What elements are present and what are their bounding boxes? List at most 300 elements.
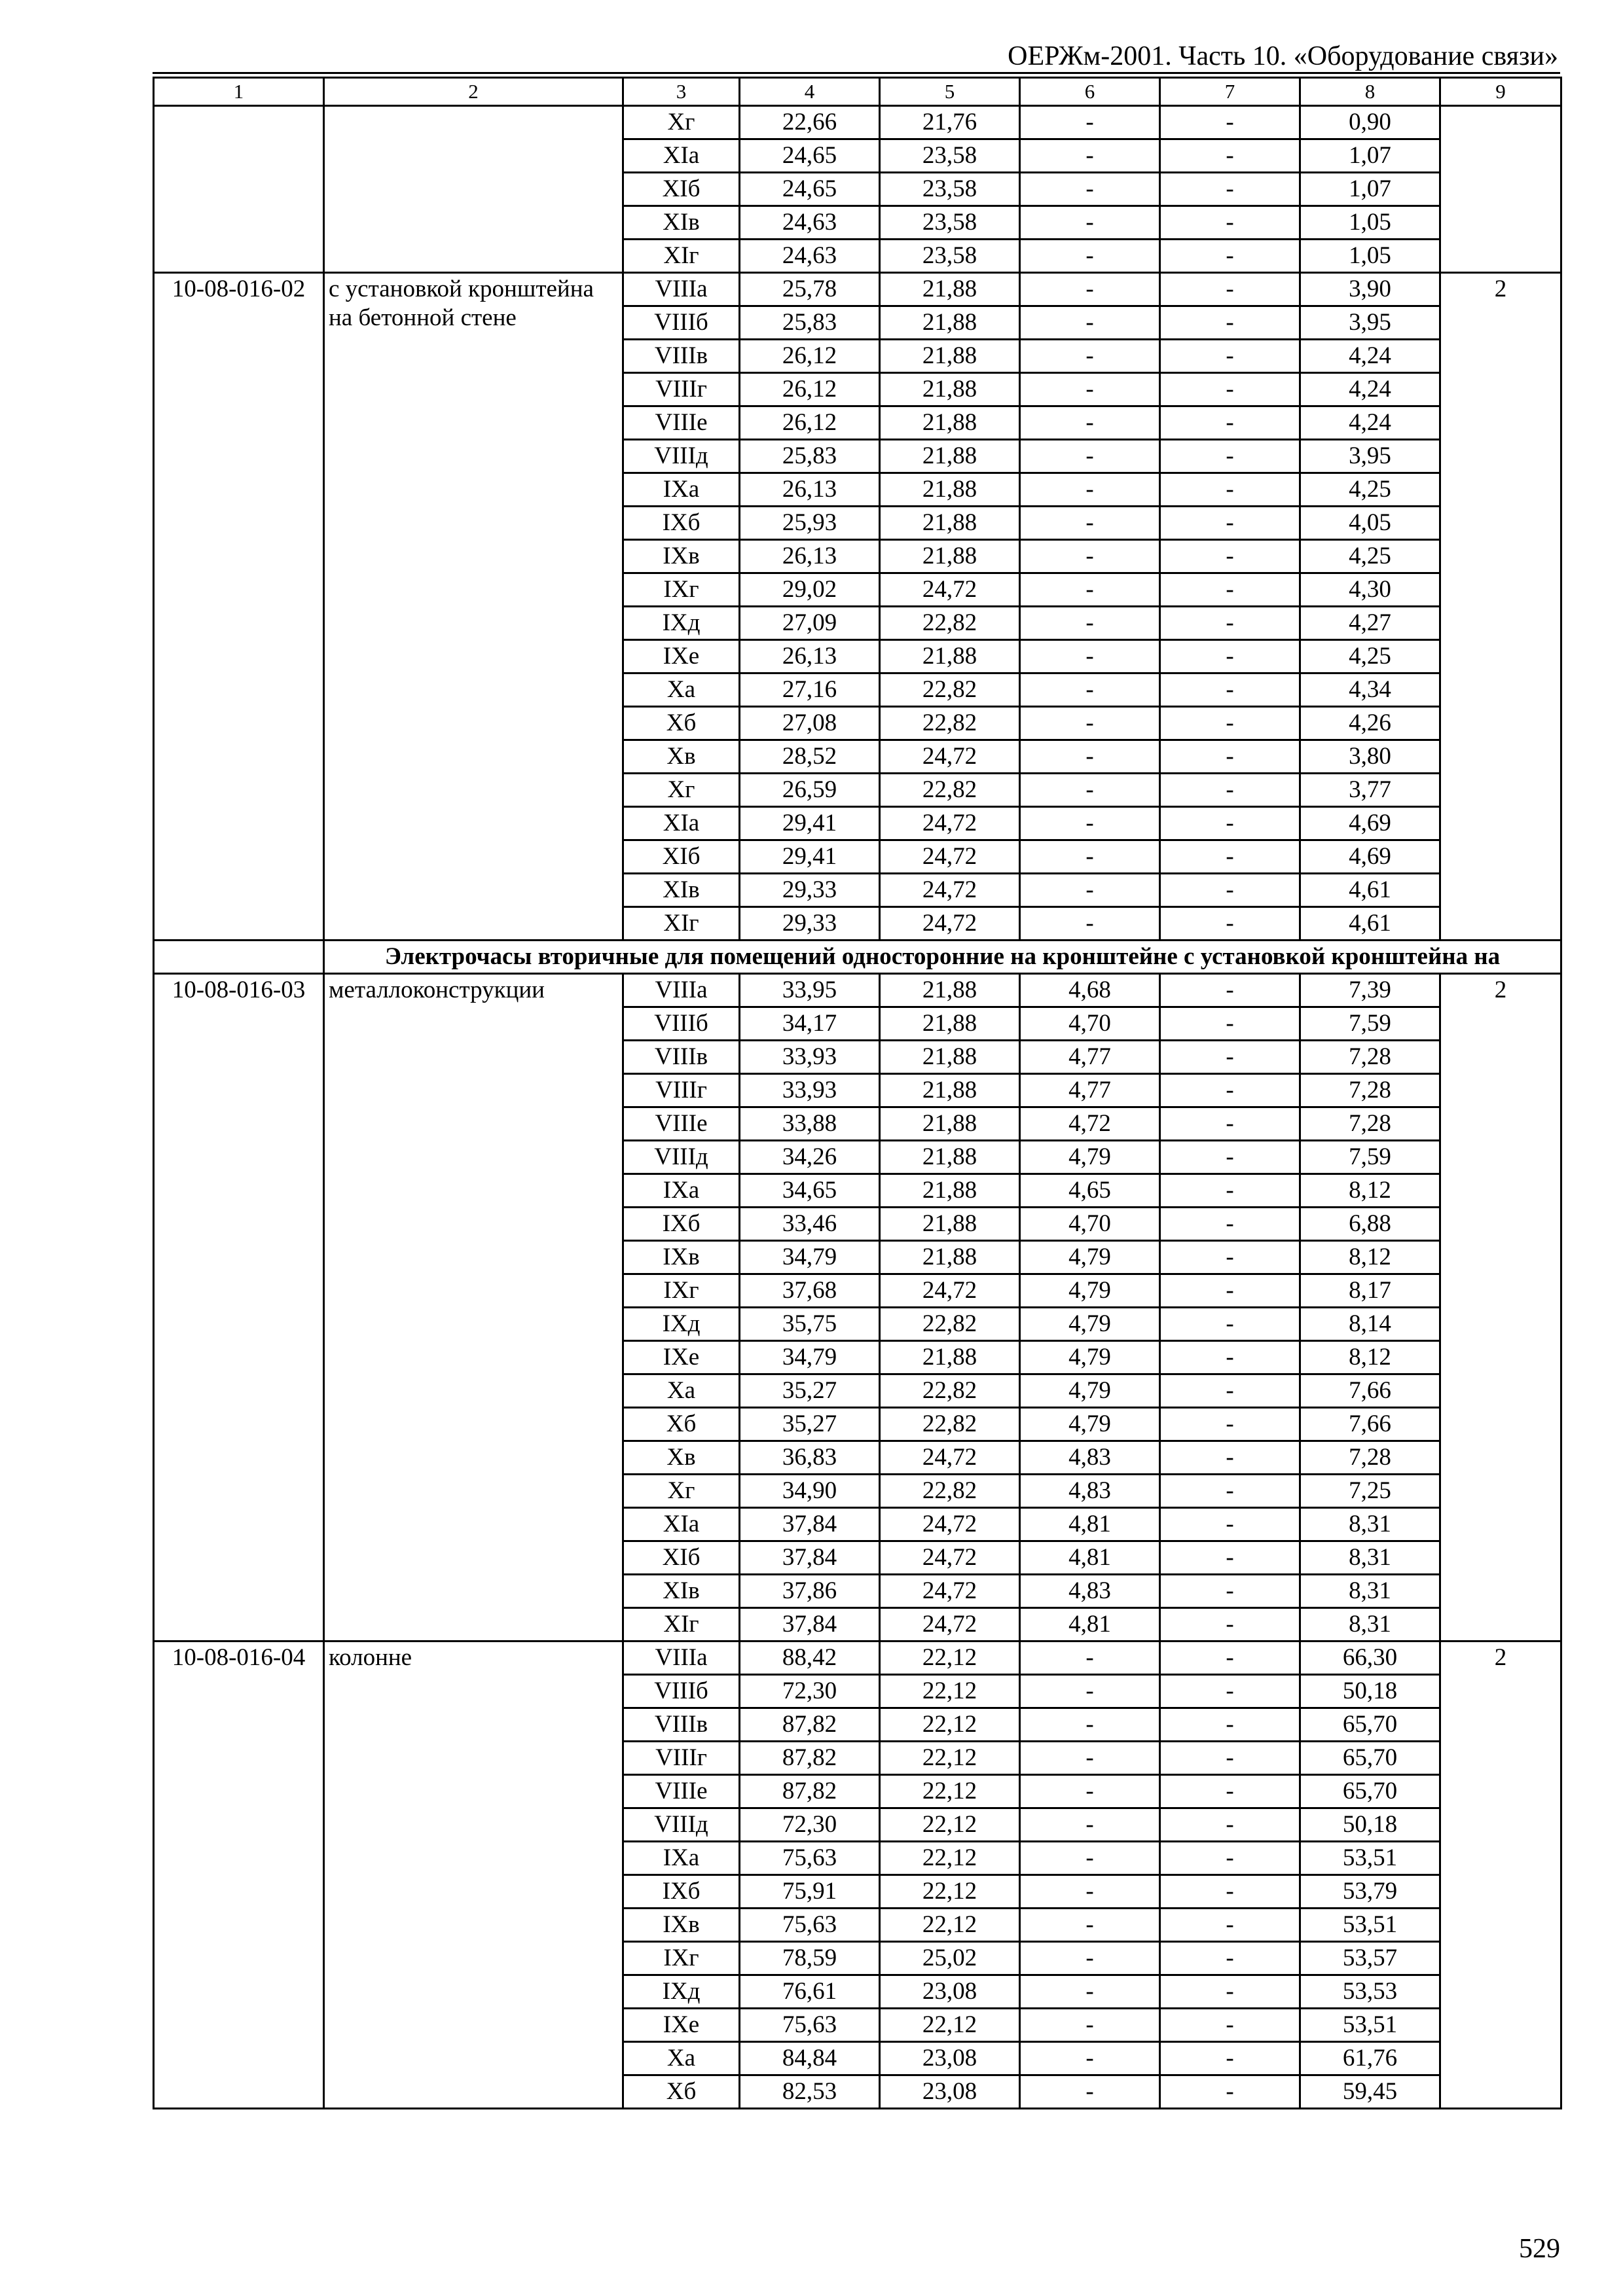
price-zone-cell: VIIIа xyxy=(623,974,740,1007)
materials-cost-cell: 6,88 xyxy=(1300,1208,1440,1241)
labor-cost-cell: 22,82 xyxy=(880,774,1020,807)
total-cost-cell: 29,41 xyxy=(740,840,880,874)
machine-cost-cell: - xyxy=(1020,807,1160,840)
labor-cost-cell: 21,88 xyxy=(880,1074,1020,1107)
driver-wages-cell: - xyxy=(1160,507,1300,540)
table-row xyxy=(154,974,1561,1007)
total-cost-cell: 35,27 xyxy=(740,1408,880,1441)
machine-cost-cell: - xyxy=(1020,2042,1160,2075)
machine-cost-cell: 4,81 xyxy=(1020,1508,1160,1541)
labor-cost-cell: 21,88 xyxy=(880,1007,1020,1041)
labor-cost-cell: 24,72 xyxy=(880,1575,1020,1608)
labor-cost-cell: 21,88 xyxy=(880,507,1020,540)
materials-cost-cell: 7,28 xyxy=(1300,1441,1440,1475)
total-cost-cell: 75,91 xyxy=(740,1875,880,1909)
total-cost-cell: 24,65 xyxy=(740,173,880,206)
total-cost-cell: 75,63 xyxy=(740,1909,880,1942)
price-zone-cell: VIIIг xyxy=(623,1742,740,1775)
machine-cost-cell: 4,81 xyxy=(1020,1608,1160,1641)
driver-wages-cell: - xyxy=(1160,139,1300,173)
labor-cost-cell: 21,88 xyxy=(880,373,1020,406)
page-number: 529 xyxy=(1519,2234,1560,2264)
machine-cost-cell: - xyxy=(1020,173,1160,206)
materials-cost-cell: 1,05 xyxy=(1300,206,1440,240)
machine-cost-cell: - xyxy=(1020,1942,1160,1975)
driver-wages-cell: - xyxy=(1160,573,1300,607)
materials-cost-cell: 7,28 xyxy=(1300,1041,1440,1074)
labor-cost-cell: 22,12 xyxy=(880,1775,1020,1808)
labor-cost-cell: 24,72 xyxy=(880,1541,1020,1575)
labor-cost-cell: 21,88 xyxy=(880,974,1020,1007)
labor-cost-cell: 22,12 xyxy=(880,1641,1020,1675)
materials-cost-cell: 3,95 xyxy=(1300,440,1440,473)
price-zone-cell: VIIIб xyxy=(623,1007,740,1041)
price-zone-cell: VIIIа xyxy=(623,1641,740,1675)
driver-wages-cell: - xyxy=(1160,1808,1300,1842)
price-zone-cell: Хг xyxy=(623,1475,740,1508)
labor-cost-cell: 21,88 xyxy=(880,1208,1020,1241)
total-cost-cell: 27,08 xyxy=(740,707,880,740)
driver-wages-cell: - xyxy=(1160,306,1300,340)
materials-cost-cell: 4,61 xyxy=(1300,874,1440,907)
materials-cost-cell: 7,59 xyxy=(1300,1141,1440,1174)
price-zone-cell: ХIв xyxy=(623,1575,740,1608)
price-zone-cell: VIIIв xyxy=(623,1041,740,1074)
driver-wages-cell: - xyxy=(1160,373,1300,406)
labor-cost-cell: 21,88 xyxy=(880,1341,1020,1374)
price-zone-cell: Хв xyxy=(623,740,740,774)
materials-cost-cell: 4,26 xyxy=(1300,707,1440,740)
labor-cost-cell: 24,72 xyxy=(880,807,1020,840)
driver-wages-cell: - xyxy=(1160,774,1300,807)
machine-cost-cell: 4,77 xyxy=(1020,1074,1160,1107)
labor-cost-cell: 22,12 xyxy=(880,1708,1020,1742)
price-zone-cell: ХIг xyxy=(623,907,740,941)
driver-wages-cell: - xyxy=(1160,1141,1300,1174)
labor-cost-cell: 23,08 xyxy=(880,2042,1020,2075)
driver-wages-cell: - xyxy=(1160,1641,1300,1675)
labor-cost-cell: 24,72 xyxy=(880,740,1020,774)
driver-wages-cell: - xyxy=(1160,2009,1300,2042)
price-zone-cell: VIIIе xyxy=(623,406,740,440)
price-zone-cell: IХг xyxy=(623,1274,740,1308)
total-cost-cell: 33,93 xyxy=(740,1074,880,1107)
labor-cost-cell: 22,82 xyxy=(880,1475,1020,1508)
section-blank-cell xyxy=(154,941,324,974)
materials-cost-cell: 7,28 xyxy=(1300,1107,1440,1141)
labor-cost-cell: 23,08 xyxy=(880,2075,1020,2109)
code-cell xyxy=(154,106,324,273)
column-number: 6 xyxy=(1020,78,1160,106)
machine-cost-cell: - xyxy=(1020,1775,1160,1808)
total-cost-cell: 33,88 xyxy=(740,1107,880,1141)
total-cost-cell: 72,30 xyxy=(740,1808,880,1842)
price-zone-cell: IХд xyxy=(623,607,740,640)
labor-cost-cell: 21,88 xyxy=(880,1174,1020,1208)
price-zone-cell: ХIа xyxy=(623,1508,740,1541)
price-zone-cell: VIIIв xyxy=(623,1708,740,1742)
driver-wages-cell: - xyxy=(1160,1041,1300,1074)
materials-cost-cell: 7,66 xyxy=(1300,1374,1440,1408)
labor-cost-cell: 24,72 xyxy=(880,573,1020,607)
materials-cost-cell: 8,12 xyxy=(1300,1174,1440,1208)
materials-cost-cell: 59,45 xyxy=(1300,2075,1440,2109)
materials-cost-cell: 66,30 xyxy=(1300,1641,1440,1675)
price-zone-cell: ХIг xyxy=(623,1608,740,1641)
price-zone-cell: IХе xyxy=(623,1341,740,1374)
materials-cost-cell: 4,34 xyxy=(1300,673,1440,707)
total-cost-cell: 33,95 xyxy=(740,974,880,1007)
total-cost-cell: 24,65 xyxy=(740,139,880,173)
materials-cost-cell: 7,59 xyxy=(1300,1007,1440,1041)
materials-cost-cell: 4,69 xyxy=(1300,840,1440,874)
labor-cost-cell: 21,88 xyxy=(880,340,1020,373)
total-cost-cell: 27,16 xyxy=(740,673,880,707)
price-zone-cell: IХб xyxy=(623,507,740,540)
total-cost-cell: 25,83 xyxy=(740,440,880,473)
total-cost-cell: 26,13 xyxy=(740,473,880,507)
machine-cost-cell: - xyxy=(1020,607,1160,640)
price-zone-cell: IХб xyxy=(623,1875,740,1909)
materials-cost-cell: 8,12 xyxy=(1300,1341,1440,1374)
materials-cost-cell: 4,27 xyxy=(1300,607,1440,640)
materials-cost-cell: 65,70 xyxy=(1300,1708,1440,1742)
group-number: 2 xyxy=(1440,974,1561,1641)
total-cost-cell: 35,75 xyxy=(740,1308,880,1341)
machine-cost-cell: 4,72 xyxy=(1020,1107,1160,1141)
section-row xyxy=(154,941,1561,974)
machine-cost-cell: - xyxy=(1020,340,1160,373)
total-cost-cell: 34,17 xyxy=(740,1007,880,1041)
column-number: 9 xyxy=(1440,78,1561,106)
machine-cost-cell: - xyxy=(1020,1875,1160,1909)
driver-wages-cell: - xyxy=(1160,1274,1300,1308)
column-number: 8 xyxy=(1300,78,1440,106)
total-cost-cell: 87,82 xyxy=(740,1742,880,1775)
machine-cost-cell: 4,79 xyxy=(1020,1241,1160,1274)
machine-cost-cell: 4,68 xyxy=(1020,974,1160,1007)
materials-cost-cell: 50,18 xyxy=(1300,1808,1440,1842)
labor-cost-cell: 22,12 xyxy=(880,1909,1020,1942)
rate-code: 10-08-016-04 xyxy=(154,1641,324,2109)
total-cost-cell: 26,59 xyxy=(740,774,880,807)
machine-cost-cell: - xyxy=(1020,573,1160,607)
labor-cost-cell: 21,88 xyxy=(880,406,1020,440)
column-number: 2 xyxy=(324,78,623,106)
price-zone-cell: ХIа xyxy=(623,139,740,173)
price-zone-cell: ХIб xyxy=(623,173,740,206)
materials-cost-cell: 4,24 xyxy=(1300,340,1440,373)
total-cost-cell: 37,84 xyxy=(740,1541,880,1575)
total-cost-cell: 24,63 xyxy=(740,240,880,273)
driver-wages-cell: - xyxy=(1160,1208,1300,1241)
driver-wages-cell: - xyxy=(1160,273,1300,306)
driver-wages-cell: - xyxy=(1160,1708,1300,1742)
table-row xyxy=(154,106,1561,139)
price-zone-cell: Хб xyxy=(623,707,740,740)
driver-wages-cell: - xyxy=(1160,673,1300,707)
machine-cost-cell: - xyxy=(1020,406,1160,440)
group-number: 2 xyxy=(1440,1641,1561,2109)
materials-cost-cell: 1,07 xyxy=(1300,139,1440,173)
price-zone-cell: IХа xyxy=(623,1174,740,1208)
price-zone-cell: VIIIб xyxy=(623,306,740,340)
price-zone-cell: IХа xyxy=(623,1842,740,1875)
price-zone-cell: VIIIд xyxy=(623,1141,740,1174)
machine-cost-cell: - xyxy=(1020,774,1160,807)
machine-cost-cell: - xyxy=(1020,106,1160,139)
machine-cost-cell: - xyxy=(1020,240,1160,273)
price-zone-cell: IХе xyxy=(623,640,740,673)
total-cost-cell: 34,90 xyxy=(740,1475,880,1508)
labor-cost-cell: 22,12 xyxy=(880,2009,1020,2042)
total-cost-cell: 33,93 xyxy=(740,1041,880,1074)
labor-cost-cell: 24,72 xyxy=(880,907,1020,941)
total-cost-cell: 84,84 xyxy=(740,2042,880,2075)
total-cost-cell: 29,33 xyxy=(740,874,880,907)
machine-cost-cell: 4,79 xyxy=(1020,1341,1160,1374)
driver-wages-cell: - xyxy=(1160,1308,1300,1341)
machine-cost-cell: 4,79 xyxy=(1020,1408,1160,1441)
price-zone-cell: ХIг xyxy=(623,240,740,273)
total-cost-cell: 25,78 xyxy=(740,273,880,306)
labor-cost-cell: 22,12 xyxy=(880,1842,1020,1875)
total-cost-cell: 75,63 xyxy=(740,1842,880,1875)
labor-cost-cell: 22,12 xyxy=(880,1675,1020,1708)
labor-cost-cell: 21,88 xyxy=(880,1141,1020,1174)
price-zone-cell: VIIIд xyxy=(623,1808,740,1842)
machine-cost-cell: - xyxy=(1020,840,1160,874)
labor-cost-cell: 21,88 xyxy=(880,1241,1020,1274)
total-cost-cell: 37,84 xyxy=(740,1608,880,1641)
price-zone-cell: VIIIд xyxy=(623,440,740,473)
price-zone-cell: VIIIг xyxy=(623,373,740,406)
total-cost-cell: 26,12 xyxy=(740,340,880,373)
driver-wages-cell: - xyxy=(1160,1842,1300,1875)
labor-cost-cell: 22,82 xyxy=(880,673,1020,707)
machine-cost-cell: - xyxy=(1020,2075,1160,2109)
total-cost-cell: 75,63 xyxy=(740,2009,880,2042)
driver-wages-cell: - xyxy=(1160,974,1300,1007)
total-cost-cell: 25,93 xyxy=(740,507,880,540)
labor-cost-cell: 24,72 xyxy=(880,1274,1020,1308)
driver-wages-cell: - xyxy=(1160,1675,1300,1708)
total-cost-cell: 35,27 xyxy=(740,1374,880,1408)
header-rule xyxy=(153,72,1560,74)
machine-cost-cell: - xyxy=(1020,540,1160,573)
materials-cost-cell: 8,31 xyxy=(1300,1541,1440,1575)
driver-wages-cell: - xyxy=(1160,2042,1300,2075)
machine-cost-cell: 4,83 xyxy=(1020,1475,1160,1508)
machine-cost-cell: - xyxy=(1020,507,1160,540)
price-zone-cell: VIIIв xyxy=(623,340,740,373)
total-cost-cell: 34,26 xyxy=(740,1141,880,1174)
machine-cost-cell: - xyxy=(1020,1808,1160,1842)
price-zone-cell: Ха xyxy=(623,1374,740,1408)
driver-wages-cell: - xyxy=(1160,1942,1300,1975)
column-number: 5 xyxy=(880,78,1020,106)
materials-cost-cell: 50,18 xyxy=(1300,1675,1440,1708)
labor-cost-cell: 21,88 xyxy=(880,1107,1020,1141)
driver-wages-cell: - xyxy=(1160,1508,1300,1541)
total-cost-cell: 87,82 xyxy=(740,1708,880,1742)
price-zone-cell: ХIв xyxy=(623,874,740,907)
total-cost-cell: 34,79 xyxy=(740,1341,880,1374)
total-cost-cell: 76,61 xyxy=(740,1975,880,2009)
materials-cost-cell: 3,95 xyxy=(1300,306,1440,340)
total-cost-cell: 24,63 xyxy=(740,206,880,240)
materials-cost-cell: 53,51 xyxy=(1300,2009,1440,2042)
table-body xyxy=(154,78,1561,2109)
materials-cost-cell: 4,25 xyxy=(1300,640,1440,673)
labor-cost-cell: 21,88 xyxy=(880,640,1020,673)
driver-wages-cell: - xyxy=(1160,406,1300,440)
driver-wages-cell: - xyxy=(1160,1742,1300,1775)
driver-wages-cell: - xyxy=(1160,874,1300,907)
total-cost-cell: 37,86 xyxy=(740,1575,880,1608)
driver-wages-cell: - xyxy=(1160,1441,1300,1475)
machine-cost-cell: 4,77 xyxy=(1020,1041,1160,1074)
column-number: 1 xyxy=(154,78,324,106)
materials-cost-cell: 8,17 xyxy=(1300,1274,1440,1308)
machine-cost-cell: 4,79 xyxy=(1020,1141,1160,1174)
price-zone-cell: Хб xyxy=(623,1408,740,1441)
machine-cost-cell: - xyxy=(1020,139,1160,173)
materials-cost-cell: 8,31 xyxy=(1300,1608,1440,1641)
price-zone-cell: VIIIб xyxy=(623,1675,740,1708)
driver-wages-cell: - xyxy=(1160,1541,1300,1575)
price-zone-cell: IХб xyxy=(623,1208,740,1241)
machine-cost-cell: - xyxy=(1020,740,1160,774)
labor-cost-cell: 22,12 xyxy=(880,1875,1020,1909)
total-cost-cell: 37,84 xyxy=(740,1508,880,1541)
driver-wages-cell: - xyxy=(1160,1174,1300,1208)
column-number-row xyxy=(154,78,1561,106)
labor-cost-cell: 24,72 xyxy=(880,840,1020,874)
labor-cost-cell: 22,82 xyxy=(880,607,1020,640)
labor-cost-cell: 22,82 xyxy=(880,707,1020,740)
driver-wages-cell: - xyxy=(1160,1909,1300,1942)
total-cost-cell: 22,66 xyxy=(740,106,880,139)
machine-cost-cell: 4,70 xyxy=(1020,1007,1160,1041)
rates-table xyxy=(153,77,1562,2109)
labor-cost-cell: 23,58 xyxy=(880,240,1020,273)
labor-cost-cell: 21,88 xyxy=(880,306,1020,340)
driver-wages-cell: - xyxy=(1160,440,1300,473)
machine-cost-cell: - xyxy=(1020,1909,1160,1942)
labor-cost-cell: 21,88 xyxy=(880,1041,1020,1074)
materials-cost-cell: 4,69 xyxy=(1300,807,1440,840)
total-cost-cell: 27,09 xyxy=(740,607,880,640)
machine-cost-cell: 4,83 xyxy=(1020,1575,1160,1608)
labor-cost-cell: 24,72 xyxy=(880,1508,1020,1541)
labor-cost-cell: 22,82 xyxy=(880,1408,1020,1441)
rate-description: с установкой кронштейна на бетонной стене xyxy=(324,273,623,941)
price-zone-cell: VIIIг xyxy=(623,1074,740,1107)
driver-wages-cell: - xyxy=(1160,640,1300,673)
machine-cost-cell: - xyxy=(1020,1742,1160,1775)
price-zone-cell: IХв xyxy=(623,540,740,573)
machine-cost-cell: - xyxy=(1020,2009,1160,2042)
driver-wages-cell: - xyxy=(1160,1608,1300,1641)
price-zone-cell: Ха xyxy=(623,2042,740,2075)
labor-cost-cell: 21,88 xyxy=(880,273,1020,306)
price-zone-cell: IХд xyxy=(623,1975,740,2009)
materials-cost-cell: 8,31 xyxy=(1300,1508,1440,1541)
driver-wages-cell: - xyxy=(1160,807,1300,840)
driver-wages-cell: - xyxy=(1160,240,1300,273)
table-row xyxy=(154,273,1561,306)
machine-cost-cell: - xyxy=(1020,874,1160,907)
price-zone-cell: IХд xyxy=(623,1308,740,1341)
price-zone-cell: Хв xyxy=(623,1441,740,1475)
materials-cost-cell: 8,31 xyxy=(1300,1575,1440,1608)
machine-cost-cell: 4,65 xyxy=(1020,1174,1160,1208)
driver-wages-cell: - xyxy=(1160,907,1300,941)
driver-wages-cell: - xyxy=(1160,473,1300,507)
page-header: ОЕРЖм-2001. Часть 10. «Оборудование связи» xyxy=(1008,41,1558,71)
labor-cost-cell: 24,72 xyxy=(880,1608,1020,1641)
machine-cost-cell: 4,70 xyxy=(1020,1208,1160,1241)
materials-cost-cell: 8,14 xyxy=(1300,1308,1440,1341)
machine-cost-cell: - xyxy=(1020,673,1160,707)
materials-cost-cell: 4,24 xyxy=(1300,373,1440,406)
materials-cost-cell: 4,24 xyxy=(1300,406,1440,440)
total-cost-cell: 78,59 xyxy=(740,1942,880,1975)
labor-cost-cell: 24,72 xyxy=(880,874,1020,907)
total-cost-cell: 36,83 xyxy=(740,1441,880,1475)
driver-wages-cell: - xyxy=(1160,707,1300,740)
materials-cost-cell: 4,30 xyxy=(1300,573,1440,607)
price-zone-cell: ХIб xyxy=(623,840,740,874)
total-cost-cell: 72,30 xyxy=(740,1675,880,1708)
driver-wages-cell: - xyxy=(1160,340,1300,373)
total-cost-cell: 26,12 xyxy=(740,373,880,406)
labor-cost-cell: 23,08 xyxy=(880,1975,1020,2009)
total-cost-cell: 26,13 xyxy=(740,540,880,573)
materials-cost-cell: 53,57 xyxy=(1300,1942,1440,1975)
driver-wages-cell: - xyxy=(1160,740,1300,774)
materials-cost-cell: 7,39 xyxy=(1300,974,1440,1007)
rate-description: колонне xyxy=(324,1641,623,2109)
materials-cost-cell: 65,70 xyxy=(1300,1775,1440,1808)
price-zone-cell: ХIв xyxy=(623,206,740,240)
labor-cost-cell: 22,12 xyxy=(880,1808,1020,1842)
labor-cost-cell: 21,88 xyxy=(880,473,1020,507)
materials-cost-cell: 4,25 xyxy=(1300,540,1440,573)
machine-cost-cell: 4,83 xyxy=(1020,1441,1160,1475)
materials-cost-cell: 65,70 xyxy=(1300,1742,1440,1775)
machine-cost-cell: - xyxy=(1020,640,1160,673)
machine-cost-cell: - xyxy=(1020,440,1160,473)
total-cost-cell: 29,41 xyxy=(740,807,880,840)
materials-cost-cell: 4,05 xyxy=(1300,507,1440,540)
labor-cost-cell: 25,02 xyxy=(880,1942,1020,1975)
total-cost-cell: 33,46 xyxy=(740,1208,880,1241)
machine-cost-cell: 4,79 xyxy=(1020,1308,1160,1341)
rate-code: 10-08-016-02 xyxy=(154,273,324,941)
driver-wages-cell: - xyxy=(1160,1875,1300,1909)
driver-wages-cell: - xyxy=(1160,1408,1300,1441)
materials-cost-cell: 53,79 xyxy=(1300,1875,1440,1909)
section-title: Электрочасы вторичные для помещений односторонние на кронштейне с установкой кронштейна на xyxy=(324,941,1561,974)
labor-cost-cell: 23,58 xyxy=(880,173,1020,206)
driver-wages-cell: - xyxy=(1160,1575,1300,1608)
materials-cost-cell: 7,28 xyxy=(1300,1074,1440,1107)
materials-cost-cell: 53,53 xyxy=(1300,1975,1440,2009)
machine-cost-cell: 4,79 xyxy=(1020,1374,1160,1408)
materials-cost-cell: 3,80 xyxy=(1300,740,1440,774)
